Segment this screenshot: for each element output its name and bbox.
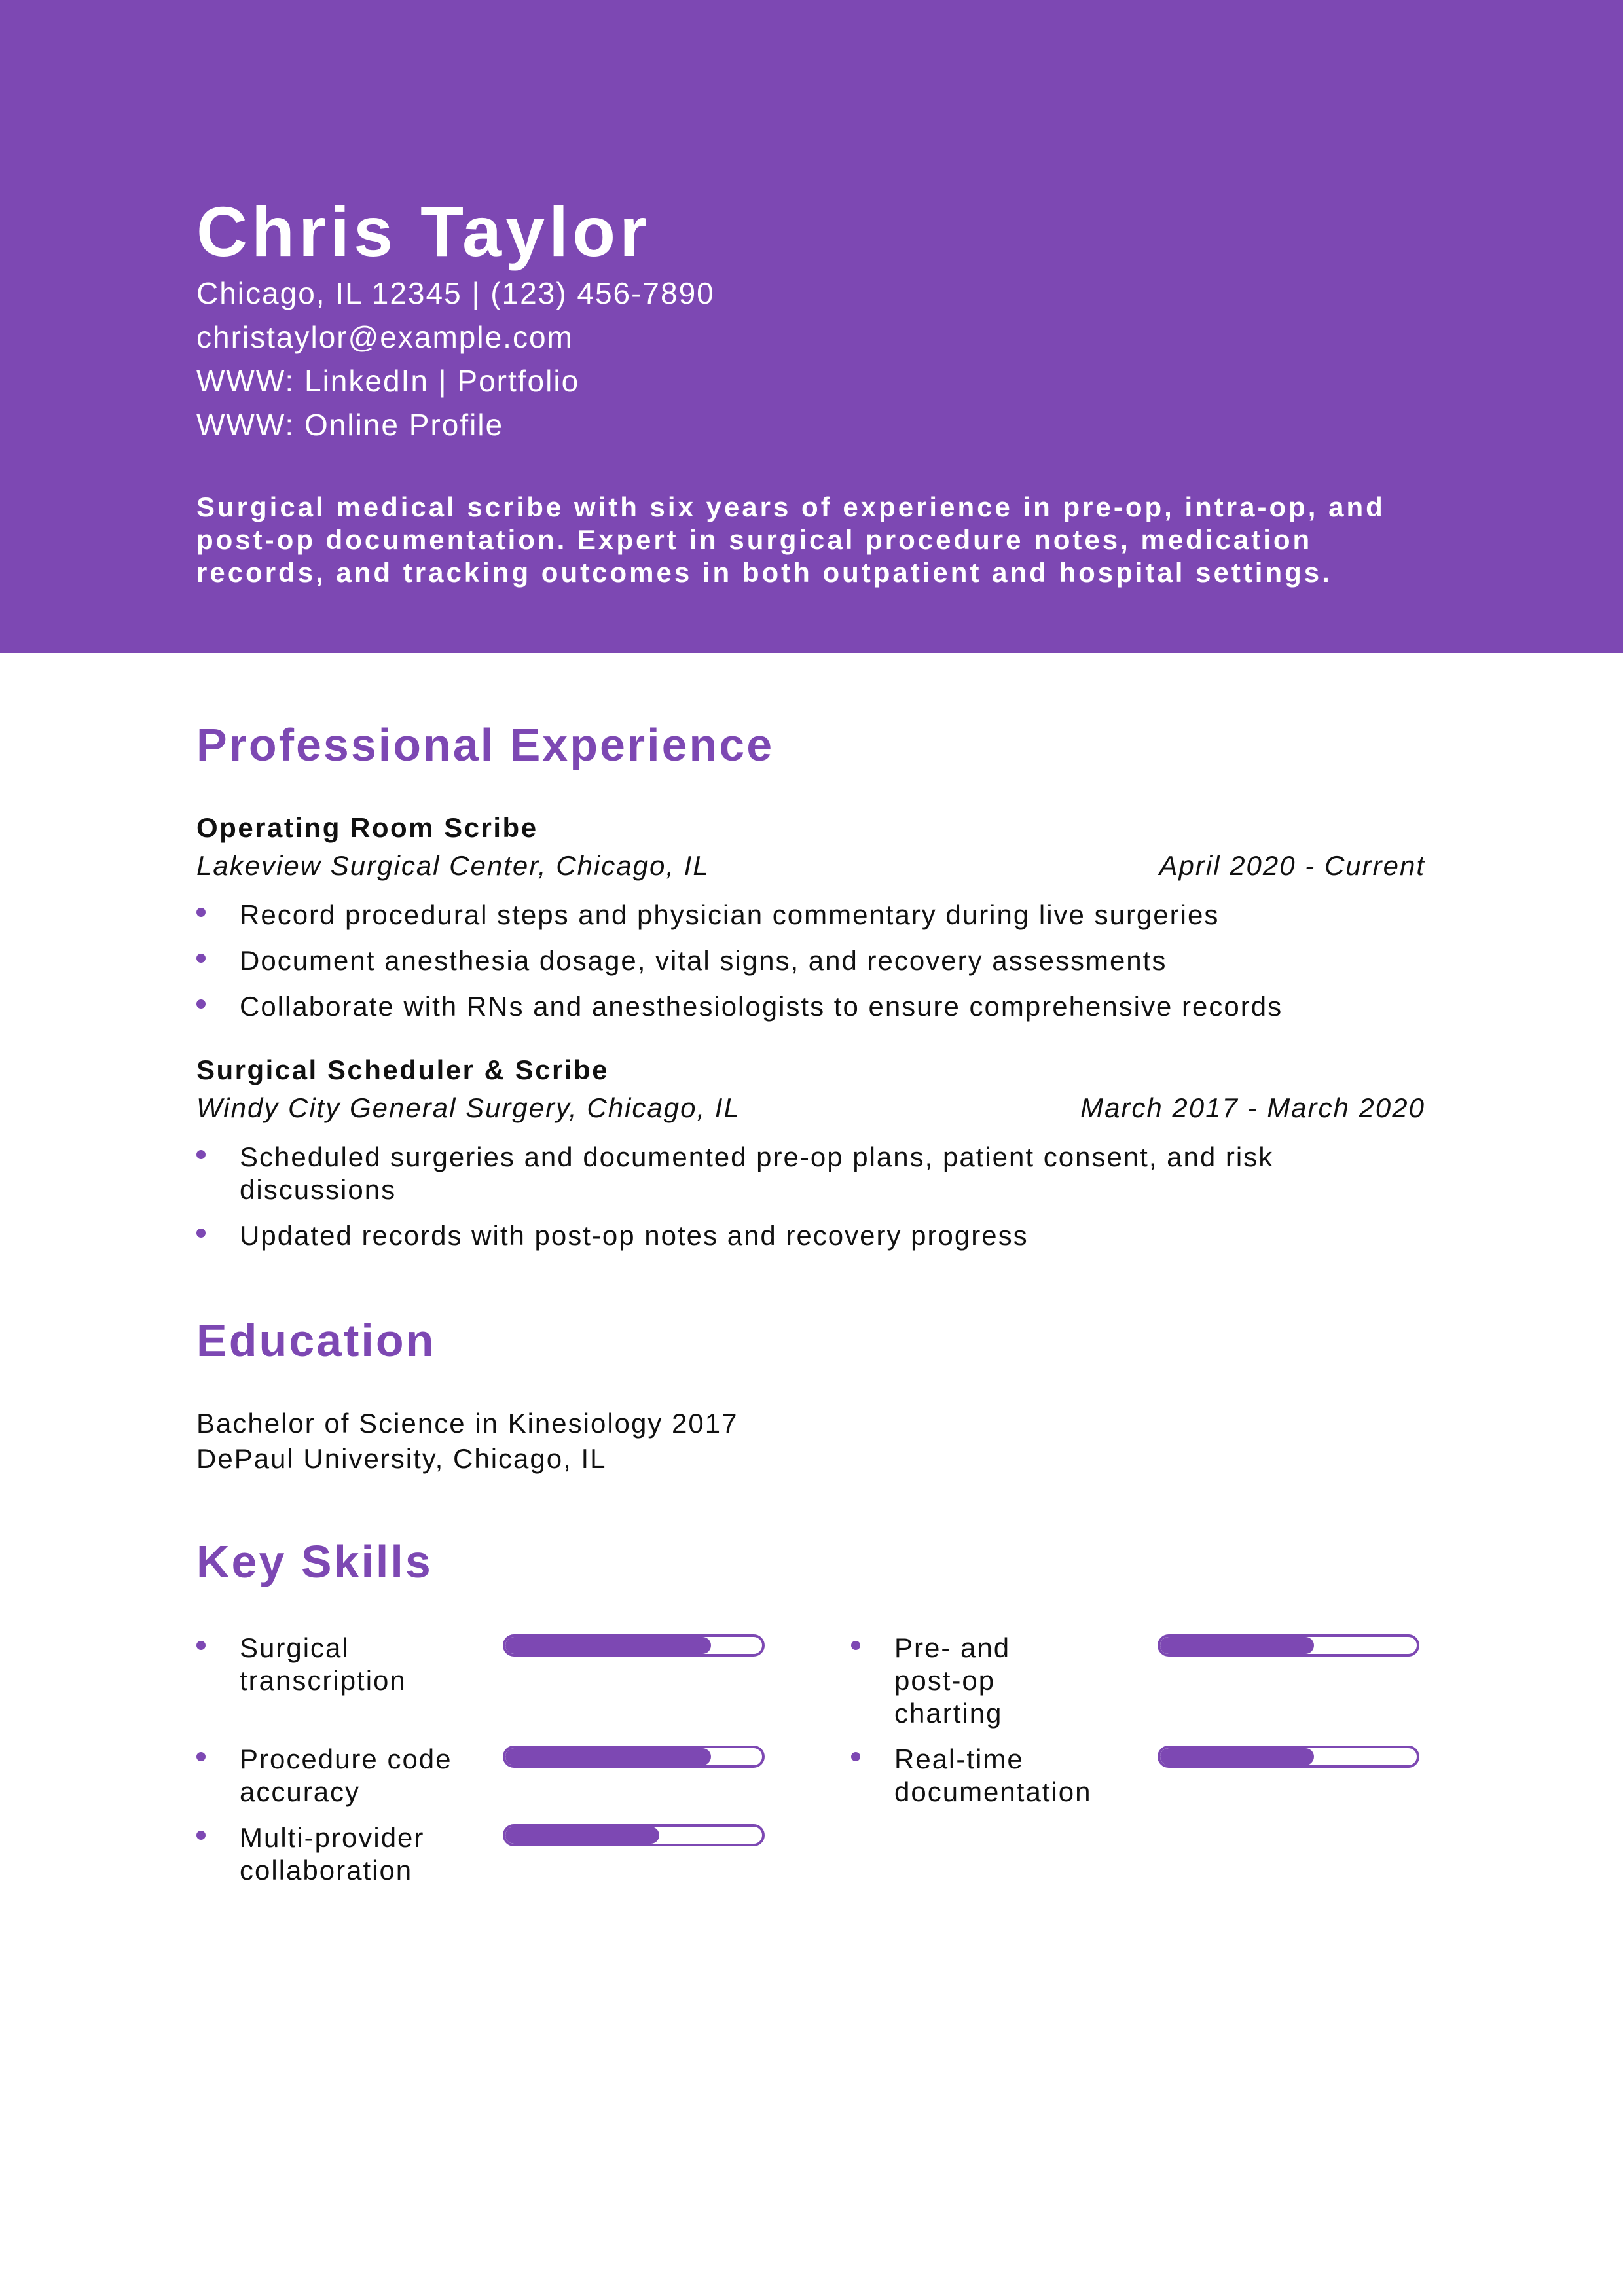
job-meta (196, 1092, 1425, 1124)
bullet-dot (851, 1752, 860, 1761)
education-entry (196, 1406, 738, 1477)
job-title: Operating Room Scribe (196, 812, 538, 843)
skill-item (196, 1821, 773, 1920)
skill-label: Multi-provider collaboration (240, 1822, 425, 1886)
contact-online-profile[interactable]: WWW: Online Profile (196, 408, 504, 442)
skill-label: Pre- and post-op charting (894, 1632, 1011, 1729)
bullet-dot (196, 999, 206, 1009)
job-title: Surgical Scheduler & Scribe (196, 1054, 610, 1085)
list-item: Collaborate with RNs and anesthesiologists to ensure comprehensive records (196, 990, 1427, 1023)
skill-level-fill (505, 1827, 659, 1844)
bullet-dot (196, 1150, 206, 1159)
bullet-dot (851, 1641, 860, 1650)
bullet-dot (196, 908, 206, 917)
experience-heading: Professional Experience (196, 719, 775, 770)
skills-heading: Key Skills (196, 1536, 433, 1587)
skill-item (196, 1632, 773, 1730)
contact-email[interactable]: christaylor@example.com (196, 320, 574, 354)
contact-links[interactable]: WWW: LinkedIn | Portfolio (196, 364, 580, 398)
list-item: Document anesthesia dosage, vital signs, and recovery assessments (196, 944, 1427, 977)
skill-item (851, 1743, 1427, 1841)
school: DePaul University, Chicago, IL (196, 1443, 607, 1474)
bullet-dot (196, 1831, 206, 1840)
skill-label: Procedure code accuracy (240, 1744, 452, 1807)
skill-level-fill (1160, 1637, 1314, 1654)
job-dates: April 2020 - Current (1159, 850, 1425, 881)
skill-level-fill (505, 1748, 711, 1765)
skill-level-fill (505, 1637, 711, 1654)
skill-level-bar (1158, 1746, 1419, 1768)
skill-level-fill (1160, 1748, 1314, 1765)
job-company: Lakeview Surgical Center, Chicago, IL (196, 850, 710, 881)
skill-level-bar (503, 1824, 765, 1846)
job-dates: March 2017 - March 2020 (1080, 1092, 1425, 1123)
contact-info (196, 272, 715, 447)
skill-level-bar (503, 1746, 765, 1768)
job-bullets (196, 899, 1427, 1023)
bullet-dot (196, 954, 206, 963)
job-company: Windy City General Surgery, Chicago, IL (196, 1092, 740, 1123)
skill-level-bar (1158, 1634, 1419, 1657)
bullet-dot (196, 1229, 206, 1238)
skill-item (851, 1632, 1427, 1730)
candidate-name: Chris Taylor (196, 192, 651, 271)
bullet-dot (196, 1641, 206, 1650)
list-item: Record procedural steps and physician commentary during live surgeries (196, 899, 1427, 931)
skill-level-bar (503, 1634, 765, 1657)
education-heading: Education (196, 1315, 436, 1366)
job-meta (196, 850, 1425, 882)
header-banner (0, 0, 1623, 653)
list-item: Updated records with post-op notes and recovery progress (196, 1219, 1336, 1252)
skill-label: Surgical transcription (240, 1632, 407, 1696)
contact-address-phone: Chicago, IL 12345 | (123) 456-7890 (196, 276, 715, 310)
skill-label: Real-time documentation (894, 1744, 1092, 1807)
list-item: Scheduled surgeries and documented pre-op plans, patient consent, and risk discussions (196, 1141, 1336, 1206)
degree: Bachelor of Science in Kinesiology 2017 (196, 1408, 739, 1439)
bullet-dot (196, 1752, 206, 1761)
professional-summary: Surgical medical scribe with six years of experience in pre-op, intra-op, and post-op documentation. Expert in surgical procedure notes, medication records, and tracking outcomes in both outpatient and hospital settings. (196, 492, 1385, 588)
job-bullets (196, 1141, 1336, 1252)
